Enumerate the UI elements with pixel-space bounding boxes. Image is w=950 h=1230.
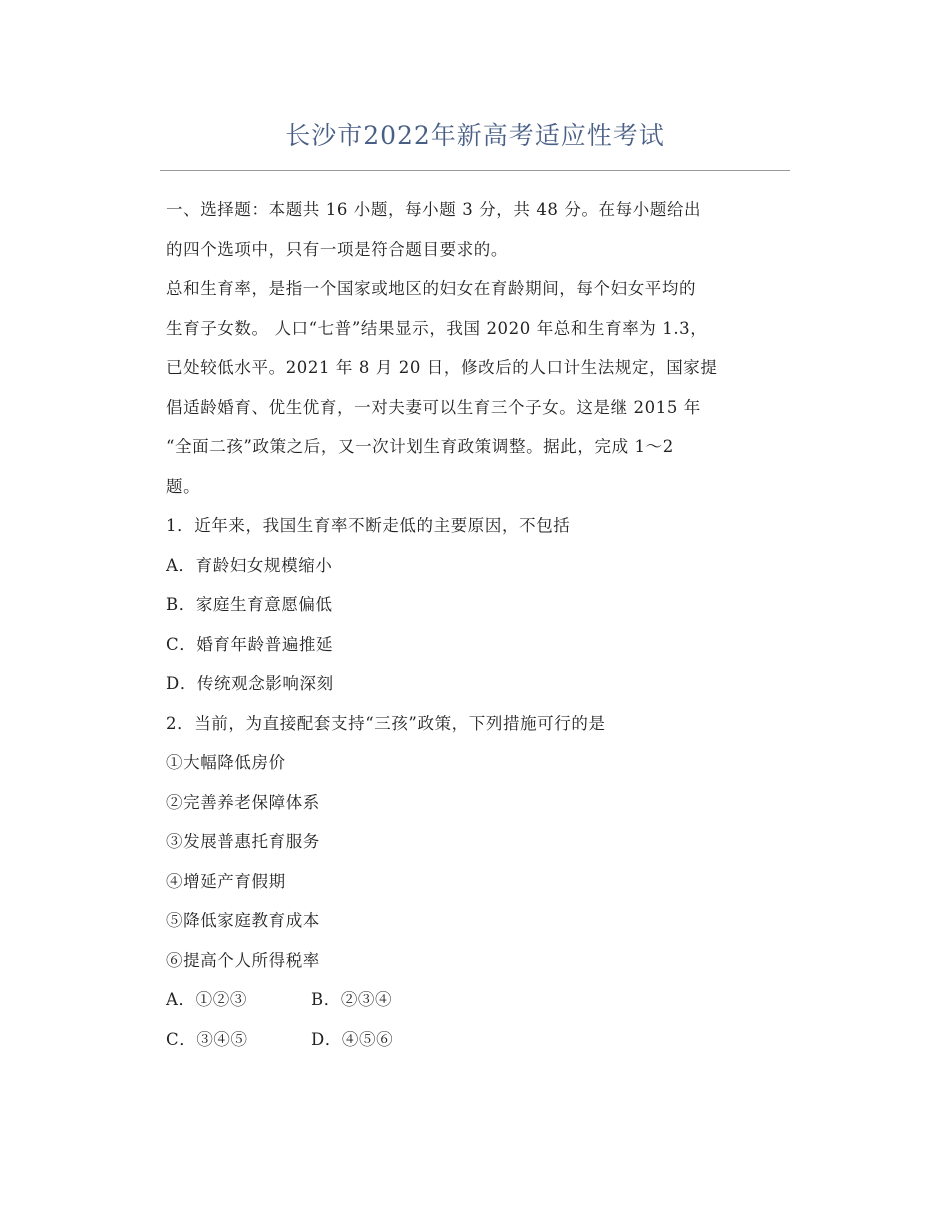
answer-choice-d: D．④⑤⑥: [311, 1029, 394, 1049]
measure-item: ④增延产育假期: [166, 871, 286, 891]
answer-choice-c: C．③④⑤: [166, 1029, 248, 1049]
reading-passage: [166, 269, 786, 506]
answer-option: A．育龄妇女规模缩小: [166, 555, 333, 575]
passage-line: “全面二孩”政策之后，又一次计划生育政策调整。据此，完成 1～2: [166, 437, 674, 456]
answer-option: B．家庭生育意愿偏低: [166, 595, 333, 614]
measure-item: ①大幅降低房价: [166, 753, 286, 772]
exam-content: [166, 190, 786, 1059]
question-stem: 2．当前，为直接配套支持“三孩”政策，下列措施可行的是: [166, 713, 606, 733]
passage-line: 已处较低水平。2021 年 8 月 20 日，修改后的人口计生法规定，国家提: [166, 358, 718, 377]
answer-option: C．婚育年龄普遍推延: [166, 634, 334, 654]
measure-item: ⑤降低家庭教育成本: [166, 911, 320, 930]
question-2: [166, 704, 786, 1060]
passage-line: 总和生育率，是指一个国家或地区的妇女在育龄期间，每个妇女平均的: [166, 279, 697, 298]
measure-item: ②完善养老保障体系: [166, 792, 320, 812]
section-header-line: 一、选择题：本题共 16 小题，每小题 3 分，共 48 分。在每小题给出: [166, 200, 702, 219]
passage-line: 生育子女数。 人口“七普”结果显示，我国 2020 年总和生育率为 1.3，: [166, 318, 708, 338]
passage-line: 题。: [166, 476, 201, 496]
answer-choice-b: B．②③④: [311, 990, 393, 1009]
measure-item: ⑥提高个人所得税率: [166, 950, 320, 970]
choice-row: [166, 980, 786, 1020]
choice-row: [166, 1020, 786, 1060]
section-header: [166, 190, 786, 269]
page-title: 长沙市2022年新高考适应性考试: [285, 121, 665, 150]
answer-choice-a: A．①②③: [166, 990, 247, 1009]
question-stem: 1．近年来，我国生育率不断走低的主要原因，不包括: [166, 516, 571, 535]
section-header-line: 的四个选项中，只有一项是符合题目要求的。: [166, 239, 508, 259]
passage-line: 倡适龄婚育、优生优育，一对夫妻可以生育三个子女。这是继 2015 年: [166, 397, 701, 417]
question-1: [166, 506, 786, 704]
title-divider: [160, 170, 790, 171]
measure-item: ③发展普惠托育服务: [166, 832, 320, 851]
answer-option: D．传统观念影响深刻: [166, 674, 334, 693]
